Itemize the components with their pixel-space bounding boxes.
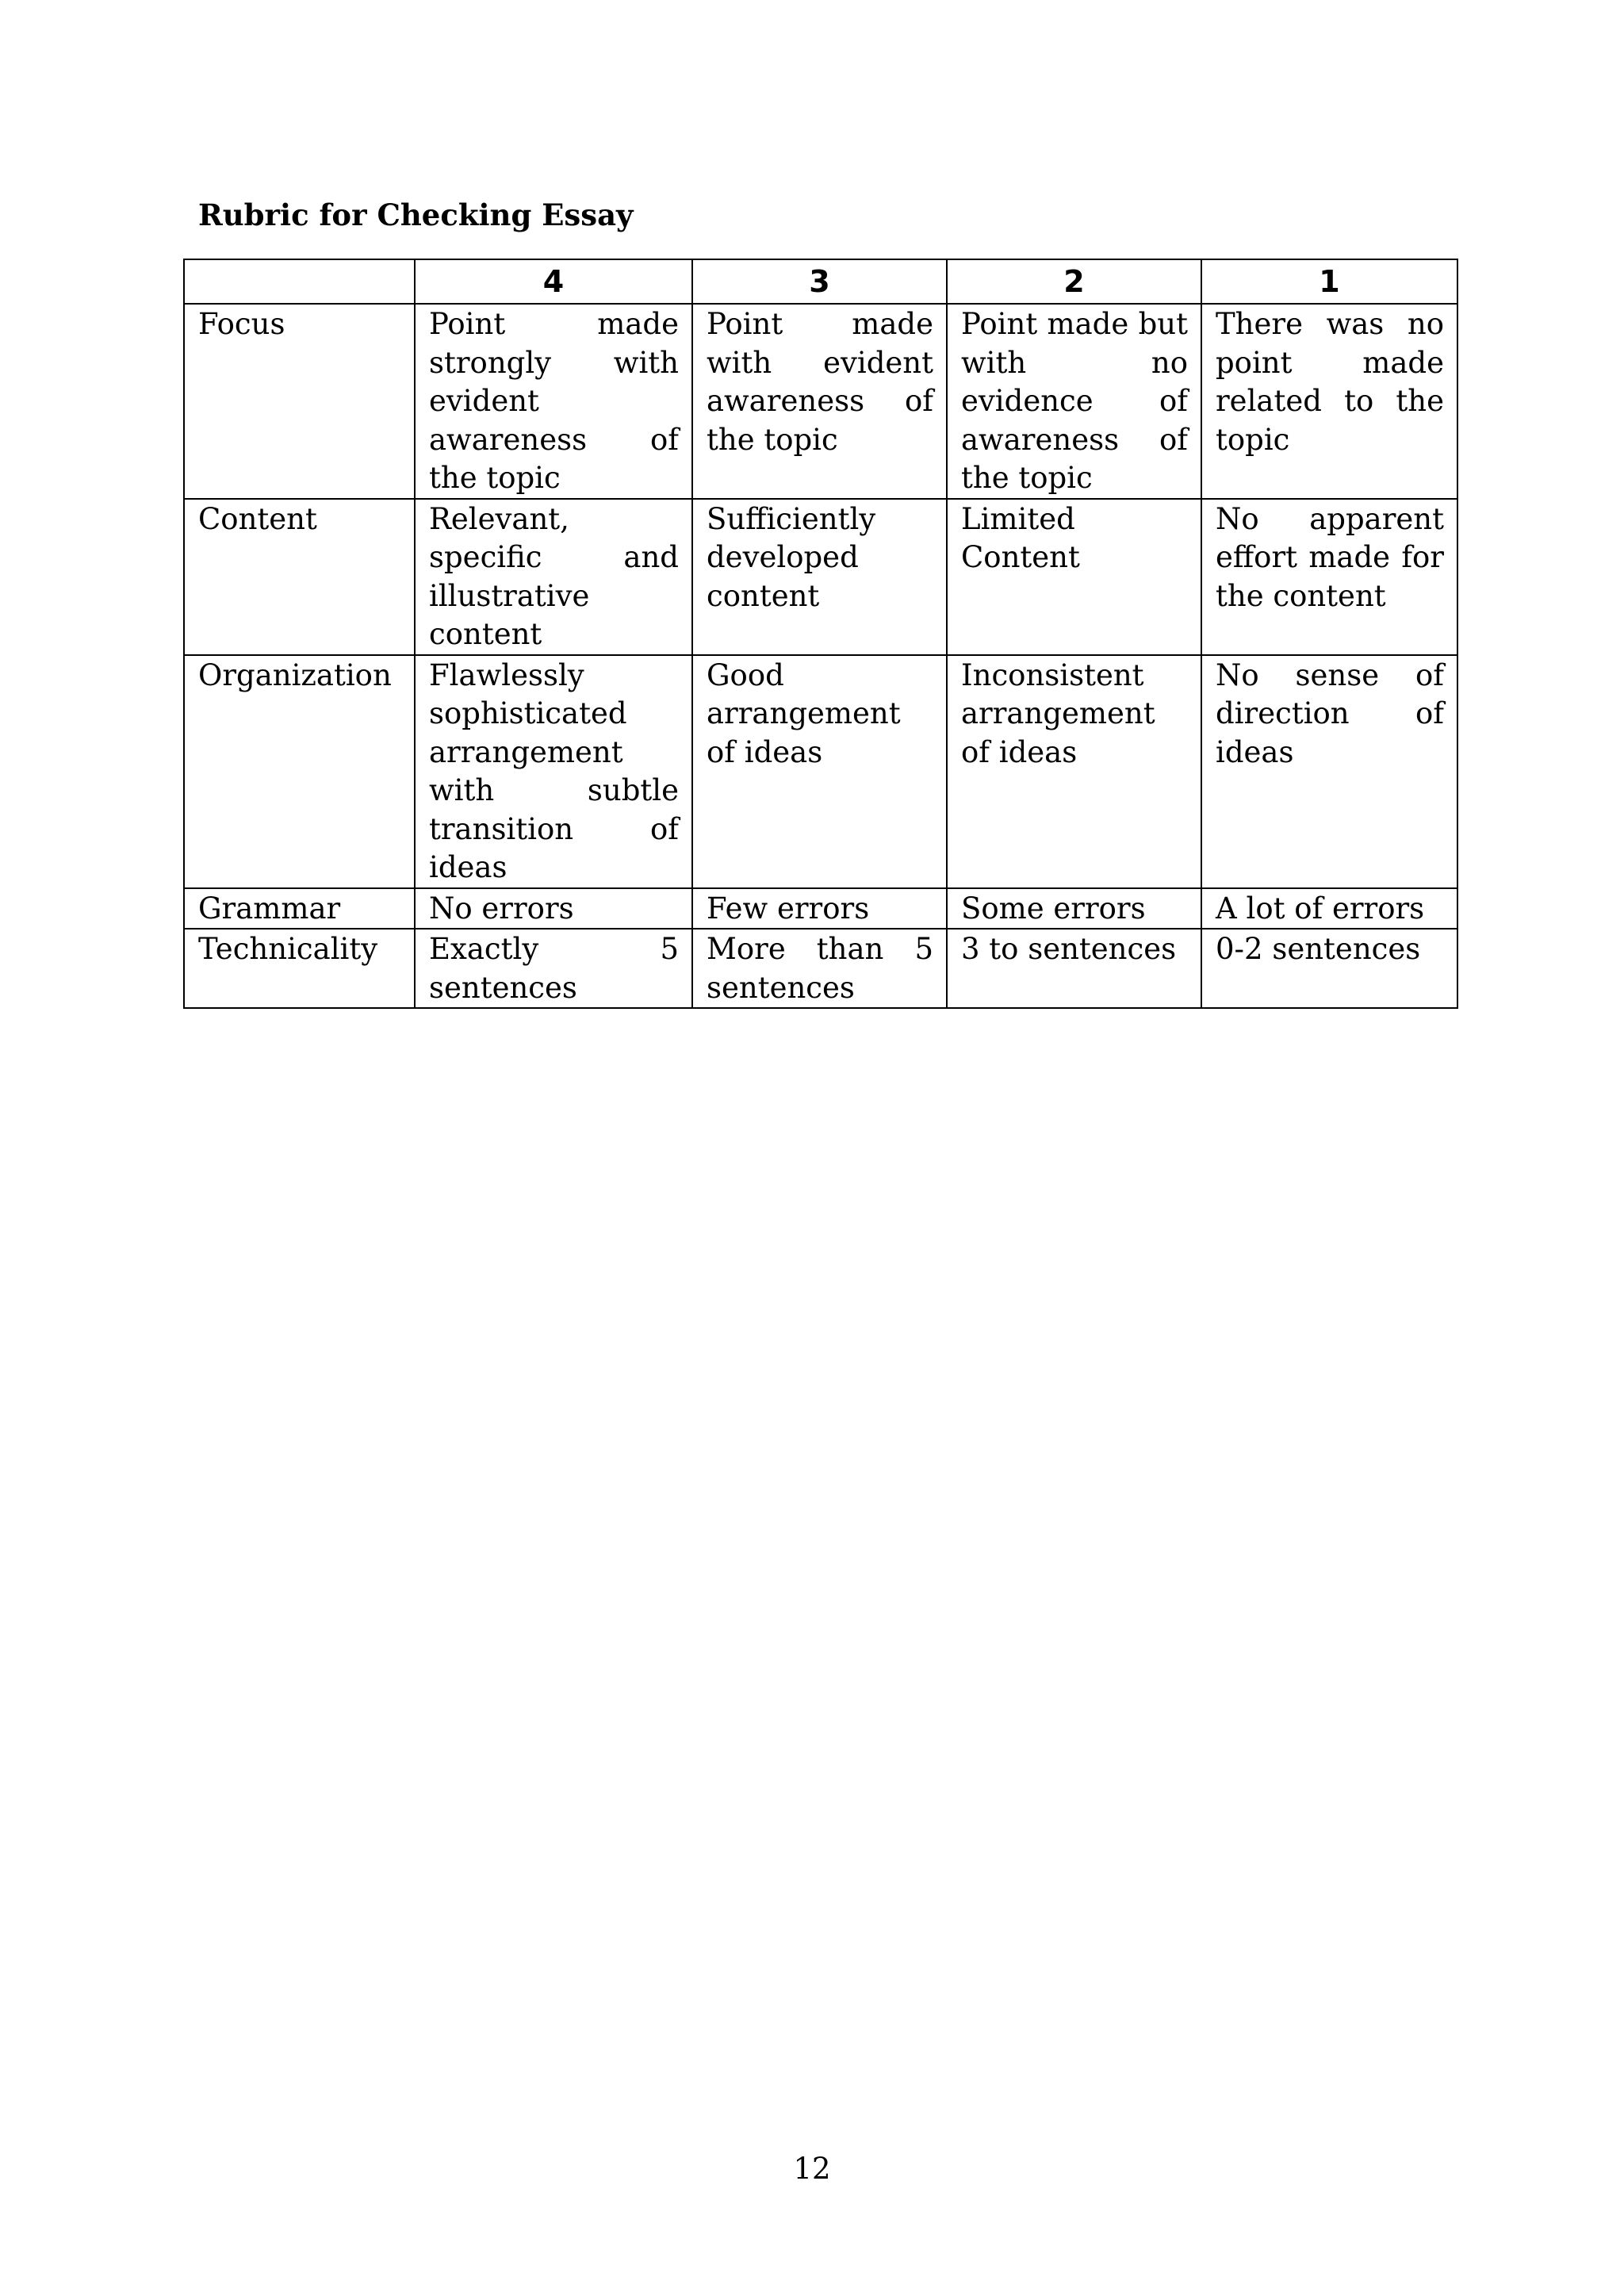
table-cell: Sufficiently developed content [692, 499, 947, 655]
criterion-label: Focus [184, 304, 415, 499]
criterion-label: Technicality [184, 929, 415, 1008]
table-cell: A lot of errors [1201, 888, 1457, 930]
table-cell: 0-2 sentences [1201, 929, 1457, 1008]
header-cell-score-3: 3 [692, 259, 947, 304]
table-row-focus [184, 304, 1457, 499]
table-cell: 3 to sentences [947, 929, 1201, 1008]
table-cell: There was no point made related to the topic [1201, 304, 1457, 499]
criterion-label: Grammar [184, 888, 415, 930]
table-row-grammar [184, 888, 1457, 930]
table-cell: No sense of direction of ideas [1201, 655, 1457, 888]
table-cell: Point made with evident awareness of the topic [692, 304, 947, 499]
criterion-label: Organization [184, 655, 415, 888]
table-row-technicality [184, 929, 1457, 1008]
table-cell: Good arrangement of ideas [692, 655, 947, 888]
table-cell: Limited Content [947, 499, 1201, 655]
header-cell-score-1: 1 [1201, 259, 1457, 304]
criterion-label: Content [184, 499, 415, 655]
table-cell: Point made but with no evidence of awareness of the topic [947, 304, 1201, 499]
header-cell-score-4: 4 [415, 259, 692, 304]
rubric-table [183, 259, 1458, 1009]
table-header-row [184, 259, 1457, 304]
table-cell: Inconsistent arrangement of ideas [947, 655, 1201, 888]
page-title: Rubric for Checking Essay [198, 197, 634, 232]
table-cell: No apparent effort made for the content [1201, 499, 1457, 655]
page-number: 12 [793, 2152, 831, 2186]
header-cell-score-2: 2 [947, 259, 1201, 304]
table-cell: Point made strongly with evident awareness of the topic [415, 304, 692, 499]
table-cell: Flawlessly sophisticated arrangement with subtle transition of ideas [415, 655, 692, 888]
table-row-content [184, 499, 1457, 655]
header-cell-criteria [184, 259, 415, 304]
table-cell: Exactly 5 sentences [415, 929, 692, 1008]
table-cell: Relevant, specific and illustrative content [415, 499, 692, 655]
table-cell: More than 5 sentences [692, 929, 947, 1008]
table-cell: No errors [415, 888, 692, 930]
table-cell: Few errors [692, 888, 947, 930]
table-cell: Some errors [947, 888, 1201, 930]
table-row-organization [184, 655, 1457, 888]
